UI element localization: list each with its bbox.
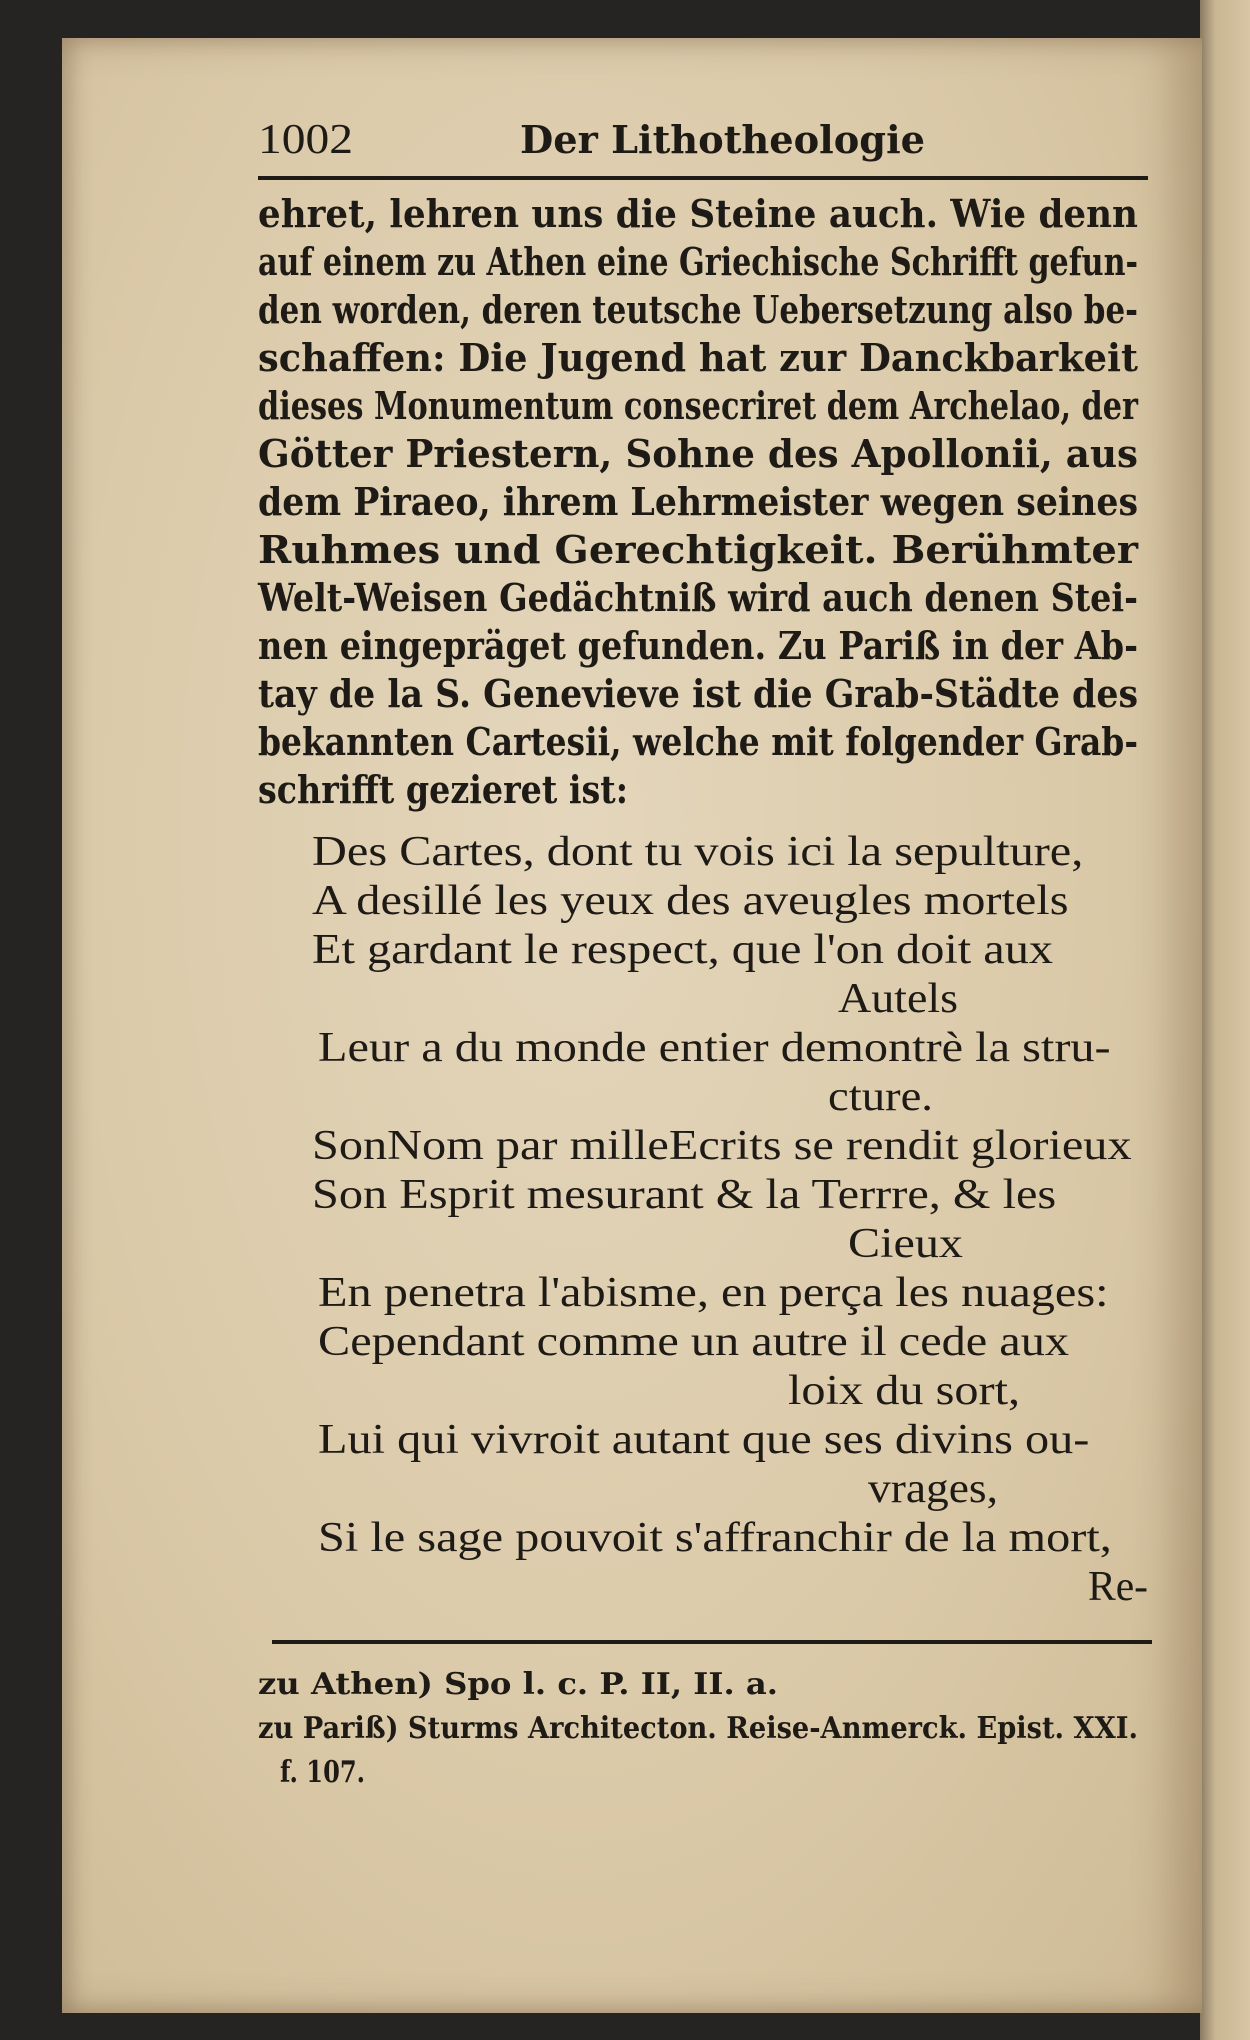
epitaph-line: Et gardant le respect, que l'on doit aux bbox=[312, 927, 1054, 973]
body-line: nen eingepräget gefunden. Zu Pariß in der Ab- bbox=[258, 623, 1138, 668]
body-line: Götter Priestern, Sohne des Apollonii, aus bbox=[258, 431, 1138, 476]
epitaph-line: Son Esprit mesurant & la Terrre, & les bbox=[312, 1172, 1057, 1218]
epitaph-line: A desillé les yeux des aveugles mortels bbox=[312, 878, 1069, 924]
body-line: Ruhmes und Gerechtigkeit. Berühmter bbox=[258, 527, 1138, 572]
body-text bbox=[258, 192, 1148, 816]
epitaph-line: cture. bbox=[828, 1074, 933, 1120]
epitaph-line: Cependant comme un autre il cede aux bbox=[318, 1319, 1070, 1365]
footnote: zu Athen) Spo l. c. P. II, II. a. bbox=[258, 1667, 778, 1702]
epitaph-line: SonNom par milleEcrits se rendit glorieux bbox=[312, 1123, 1132, 1169]
body-line: tay de la S. Genevieve ist die Grab-Städte des bbox=[258, 671, 1138, 716]
body-line: auf einem zu Athen eine Griechische Schrifft gefun- bbox=[258, 239, 1138, 284]
epitaph bbox=[258, 830, 1148, 1614]
body-line: ehret, lehren uns die Steine auch. Wie denn bbox=[258, 191, 1138, 236]
page-number: 1002 bbox=[258, 117, 353, 163]
footnote-rule bbox=[272, 1640, 1152, 1644]
epitaph-line: Si le sage pouvoit s'affranchir de la mort, bbox=[318, 1515, 1112, 1561]
epitaph-line: Cieux bbox=[848, 1221, 963, 1267]
epitaph-line: Leur a du monde entier demontrè la stru- bbox=[318, 1025, 1111, 1071]
epitaph-line: Autels bbox=[838, 976, 958, 1022]
body-line: Welt-Weisen Gedächtniß wird auch denen Stei- bbox=[258, 575, 1138, 620]
body-line: bekannten Cartesii, welche mit folgender Grab- bbox=[258, 719, 1138, 764]
body-line: den worden, deren teutsche Uebersetzung also be- bbox=[258, 287, 1138, 332]
epitaph-line: loix du sort, bbox=[788, 1368, 1021, 1414]
epitaph-line: Lui qui vivroit autant que ses divins ou- bbox=[318, 1417, 1090, 1463]
body-line: schrifft gezieret ist: bbox=[258, 767, 628, 812]
body-line: dem Piraeo, ihrem Lehrmeister wegen seines bbox=[258, 479, 1138, 524]
epitaph-line: Des Cartes, dont tu vois ici la sepulture, bbox=[312, 829, 1084, 875]
page-header bbox=[258, 118, 1148, 166]
body-line: schaffen: Die Jugend hat zur Danckbarkeit bbox=[258, 335, 1138, 380]
footnotes bbox=[258, 1665, 1148, 1797]
catchword: Re- bbox=[1088, 1564, 1148, 1610]
epitaph-line: vrages, bbox=[868, 1466, 998, 1512]
header-rule bbox=[258, 176, 1148, 180]
adjacent-page-edge bbox=[1200, 0, 1250, 2040]
footnote: f. 107. bbox=[280, 1755, 365, 1790]
running-title: Der Lithotheologie bbox=[520, 117, 925, 162]
epitaph-line: En penetra l'abisme, en perça les nuages: bbox=[318, 1270, 1109, 1316]
footnote: zu Pariß) Sturms Architecton. Reise-Anmerck. Epist. XXI. bbox=[258, 1711, 1138, 1746]
body-line: dieses Monumentum consecriret dem Archelao, der bbox=[258, 383, 1138, 428]
